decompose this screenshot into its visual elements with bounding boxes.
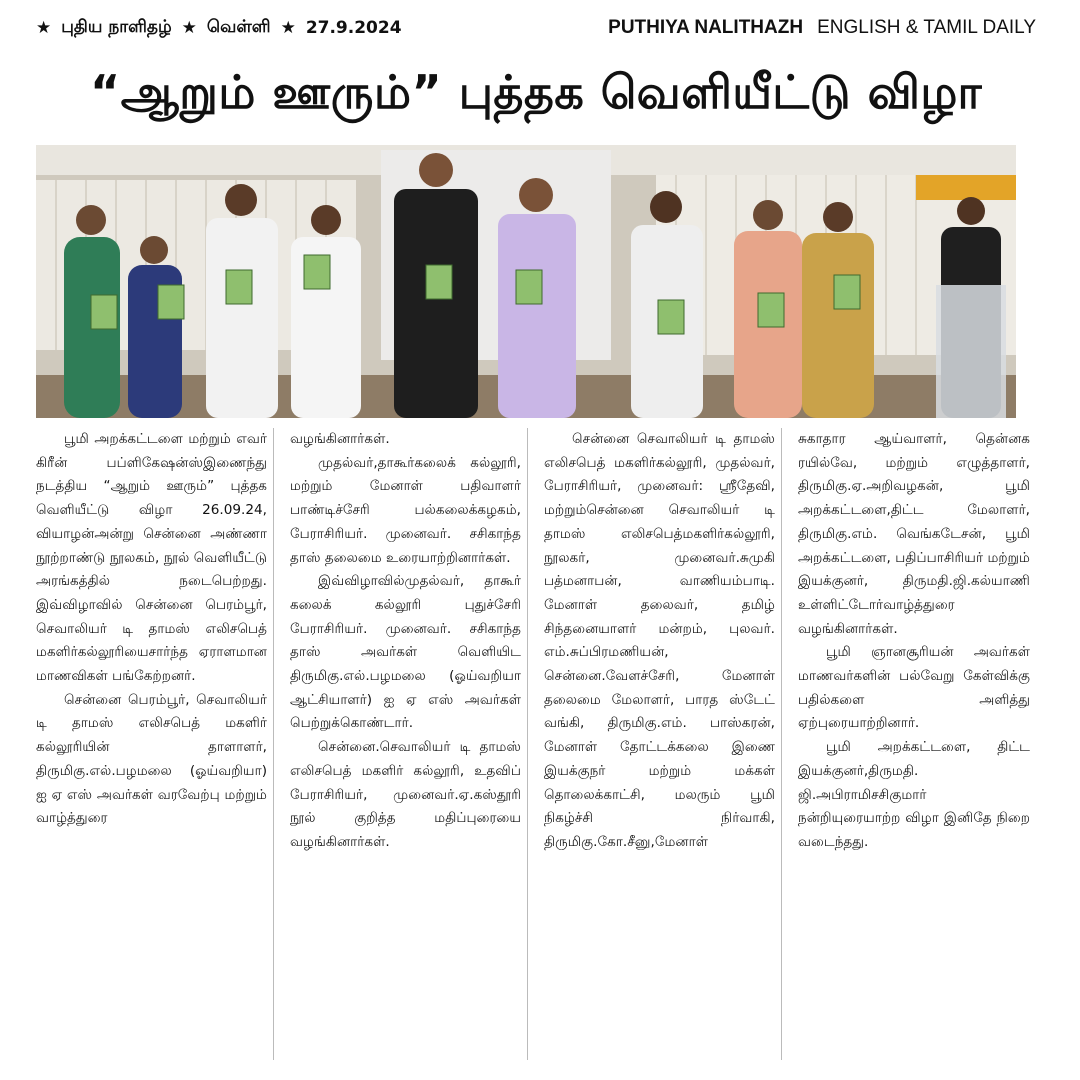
article-column-3 [544,428,782,1060]
paragraph: முதல்வர்,தாகூர்கலைக் கல்லூரி, மற்றும் மேனாள் பதிவாளர் பாண்டிச்சேரி பல்கலைக்கழகம், பேராசிரியர். முனைவர். சசிகாந்த தாஸ் தலைமை உரையாற்றினார்கள். [290,454,521,566]
paragraph: பூமி அறக்கட்டளை, திட்ட இயக்குனர்,திருமதி. ஜி.அபிராமிசசிகுமார் நன்றியுரையாற்ற விழா இனிதே நிறை வடைந்தது. [798,739,1030,850]
paragraph: சென்னை.செவாலியர் டி தாமஸ் எலிசபெத் மகளிர் கல்லூரி, உதவிப் பேராசிரியர், முனைவர்.ஏ.கஸ்தூரி நூல் குறித்த மதிப்புரையை வழங்கினார்கள். [290,739,521,850]
paragraph: இவ்விழாவில்முதல்வர், தாகூர் கலைக் கல்லூரி புதுச்சேரி பேராசிரியர். முனைவர். சசிகாந்த தாஸ் அவர்கள் வெளியிட திருமிகு.எல்.பழமலை (ஓய்வறியா ஆட்சியாளர்) ஐ ஏ எஸ் அவர்கள் பெற்றுக்கொண்டார். [290,573,521,732]
star-icon: ★ [280,18,296,38]
headline: “ஆறும் ஊரும்” புத்தக வெளியீட்டு விழா [90,64,982,119]
paragraph: பூமி அறக்கட்டளை மற்றும் எவர் கிரீன் பப்ளிகேஷன்ஸ்இணைந்து நடத்திய “ஆறும் ஊரும்” புத்தக வெளியீட்டு விழா 26.09.24, வியாழன்அன்று சென்னை அண்ணா நூற்றாண்டு நூலகம், நூல் வெளியீட்டு அரங்கத்தில் நடைபெற்றது. இவ்விழாவில் சென்னை பெரம்பூர், செவாலியர் டி தாமஸ் எலிசபெத் மகளிர்கல்லூரியைசார்ந்த ஏராளமான மாணவிகள் பங்கேற்றனர். [36,431,267,685]
event-photo-illustration [36,145,1016,418]
star-icon: ★ [36,18,52,38]
paper-name-english: PUTHIYA NALITHAZH [608,17,804,38]
paper-tagline: ENGLISH & TAMIL DAILY [817,17,1036,38]
day-label: வெள்ளி [206,17,271,37]
paragraph: சென்னை பெரம்பூர், செவாலியர் டி தாமஸ் எலிசபெத் மகளிர் கல்லூரியின் தாளாளர், திருமிகு.எல்.பழமலை (ஓய்வறியா) ஐ ஏ எஸ் அவர்கள் வரவேற்பு மற்றும் வாழ்த்துரை [36,691,267,827]
paragraph: பூமி ஞானசூரியன் அவர்கள் மாணவர்களின் பல்வேறு கேள்விக்கு பதில்களை அளித்து ஏற்புரையாற்றினார். [798,644,1030,732]
article-column-4 [798,428,1036,1060]
paper-name-tamil: புதிய நாளிதழ் [61,17,172,37]
masthead [36,8,1036,48]
event-photo [36,145,1016,418]
article-column-2 [290,428,528,1060]
paragraph: வழங்கினார்கள். [290,431,390,447]
masthead-right [608,17,1036,39]
date-label: 27.9.2024 [305,18,402,38]
masthead-left [36,17,402,39]
paragraph: சுகாதார ஆய்வாளர், தென்னக ரயில்வே, மற்றும் எழுத்தாளர், திருமிகு.ஏ.அறிவழகன், பூமி அறக்கட்டளை,திட்ட மேலாளர், திருமிகு.எம். வெங்கடேசன், பூமி அறக்கட்டளை, பதிப்பாசிரியர் மற்றும் இயக்குனர், திருமதி.ஜி.கல்யாணி உள்ளிட்டோர்வாழ்த்துரை வழங்கினார்கள். [798,431,1030,637]
article-column-1 [36,428,274,1060]
star-icon: ★ [181,18,197,38]
paragraph: சென்னை செவாலியர் டி தாமஸ் எலிசபெத் மகளிர்கல்லூரி, முதல்வர், பேராசிரியர், முனைவர்: ஸ்ரீதேவி, மற்றும்சென்னை செவாலியர் டி தாமஸ் எலிசபெத்மகளிர்கல்லூரி, நூலகர், முனைவர்.சுமுகி பத்மனாபன், வாணியம்பாடி. மேனாள் தலைவர், தமிழ் சிந்தனையாளர் மன்றம், புலவர். எம்.சுப்பிரமணியன், சென்னை.வேளச்சேரி, மேனாள் தலைமை மேலாளர், பாரத ஸ்டேட் வங்கி, திருமிகு.எம். பாஸ்கரன், மேனாள் தோட்டக்கலை இணை இயக்குநர் மற்றும் மக்கள் தொலைக்காட்சி, மலரும் பூமி நிகழ்ச்சி நிர்வாகி, திருமிகு.கோ.சீனு,மேனாள் [544,431,775,850]
article-body [36,428,1036,1068]
